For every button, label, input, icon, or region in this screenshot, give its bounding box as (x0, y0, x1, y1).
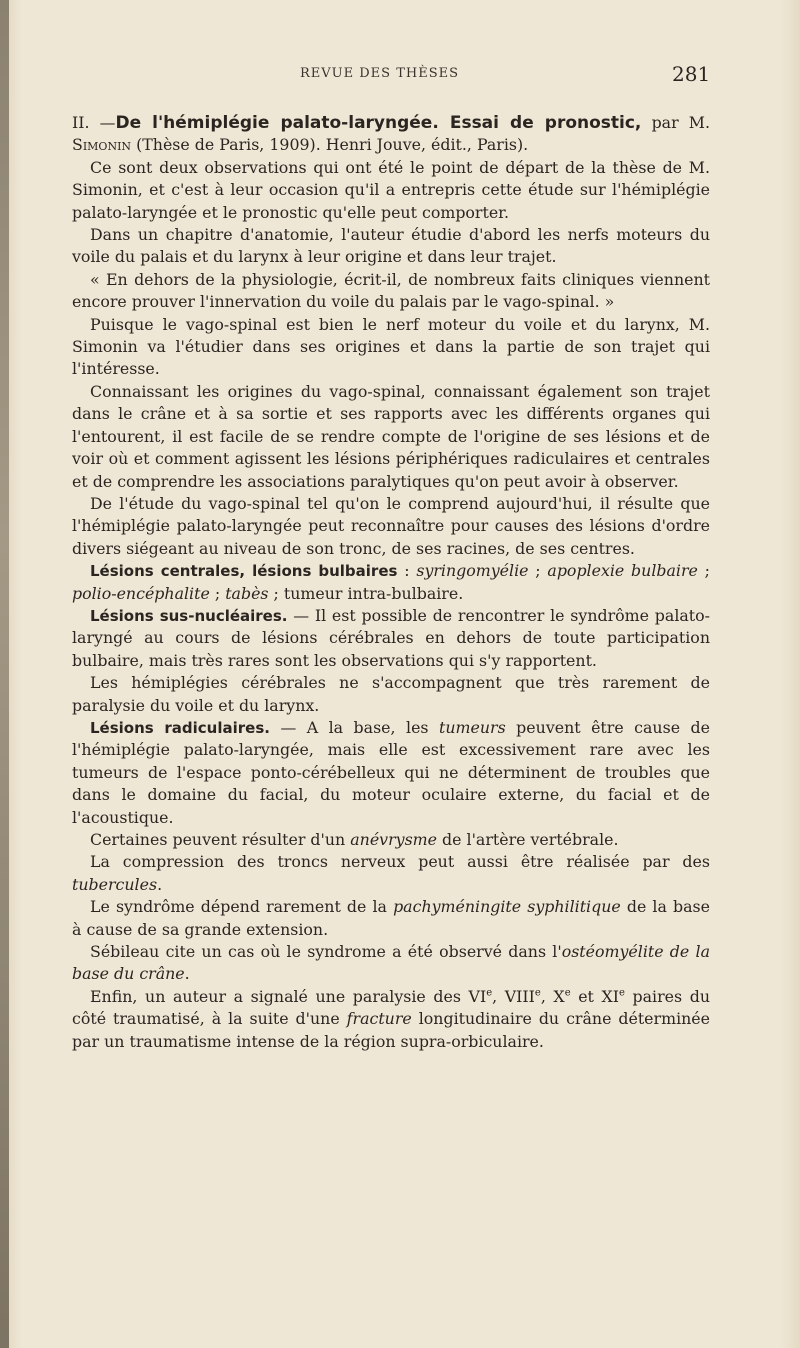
italic-term: tumeurs (439, 717, 506, 737)
text-run: — A la base, les (269, 717, 440, 737)
text-run: . (157, 874, 163, 894)
text-run: ; (528, 561, 548, 581)
text-run: paires du côté traumatisé, à la suite d'une (72, 986, 711, 1029)
italic-term: tabès (225, 583, 269, 603)
text-run: ; (209, 583, 226, 603)
text-run: ; (697, 561, 711, 581)
text-run: , VIII (492, 986, 535, 1006)
paragraph-13 (72, 896, 710, 941)
superscript: e (564, 987, 571, 999)
italic-term: tubercules (72, 874, 158, 894)
paragraph-9: Les hémiplégies cérébrales ne s'accompagnent que très rarement de paralysie du voile et du larynx. (72, 673, 710, 715)
text-run: Certaines peuvent résulter d'un (90, 830, 351, 849)
lead-central-lesions: Lésions centrales, lésions bulbaires (90, 562, 398, 581)
text-run: et XI (570, 986, 619, 1006)
paragraph-1: Ce sont deux observations qui ont été le point de départ de la thèse de M. Simonin, et c'est à leur occasion qu'il a entrepris cette étude sur l'hémiplégie palato-laryngée et le pronostic qu'elle peut comporter. (72, 157, 710, 222)
byline-suffix: (Thèse de Paris, 1909). Henri Jouve, édit., Paris). (136, 135, 529, 155)
superscript: e (619, 987, 625, 999)
text-run: Sébileau cite un cas où le syndrome a été observé dans l' (90, 942, 562, 962)
book-spine-edge (0, 0, 9, 1348)
superscript: e (534, 987, 541, 999)
italic-term: syringomyélie (416, 561, 529, 581)
paragraph-4: Puisque le vago-spinal est bien le nerf moteur du voile et du larynx, M. Simonin va l'étudier dans ses origines et dans la partie de son trajet qui l'intéresse. (72, 314, 710, 379)
paragraph-10 (72, 717, 710, 829)
article-heading (72, 112, 710, 157)
article-body (72, 112, 710, 1053)
italic-term: apoplexie bulbaire (547, 561, 698, 581)
text-run: ; tumeur intra-bulbaire. (268, 583, 464, 603)
paragraph-14 (72, 941, 710, 986)
text-run: , X (540, 986, 565, 1006)
text-run: : (397, 561, 417, 581)
paragraph-2: Dans un chapitre d'anatomie, l'auteur étudie d'abord les nerfs moteurs du voile du palais et du larynx à leur origine et dans leur trajet. (72, 225, 710, 267)
italic-term: fracture (346, 1009, 412, 1029)
byline-prefix: par M. (651, 113, 710, 132)
paragraph-6: De l'étude du vago-spinal tel qu'on le comprend aujourd'hui, il résulte que l'hémiplégie palato-laryngée peut reconnaître pour causes des lésions d'ordre divers siégeant au niveau de son tronc, de ses racines, de ses centres. (72, 493, 710, 558)
paragraph-8 (72, 605, 710, 672)
paragraph-11 (72, 829, 710, 851)
paragraph-3: « En dehors de la physiologie, écrit-il, de nombreux faits cliniques viennent encore prouver l'innervation du voile du palais par le vago-spinal. » (72, 269, 710, 312)
italic-term: ostéomyélite de la base du crâne (72, 942, 710, 984)
lead-supranuclear-lesions: Lésions sus-nucléaires. (90, 606, 288, 625)
text-run: longitudinaire du crâne déterminée par un traumatisme intense de la région supra-orbiculaire. (72, 1009, 710, 1051)
text-run: Le syndrôme dépend rarement de la (90, 897, 394, 917)
lead-radicular-lesions: Lésions radiculaires. (90, 718, 270, 737)
italic-term: pachyméningite syphilitique (393, 897, 621, 917)
italic-term: anévrysme (350, 830, 438, 849)
text-run: de l'artère vertébrale. (437, 830, 619, 849)
paragraph-15 (72, 986, 710, 1053)
paragraph-7 (72, 560, 710, 605)
paragraph-12 (72, 851, 710, 896)
running-head: REVUE DES THÈSES (300, 66, 459, 81)
text-run: Enfin, un auteur a signalé une paralysie des VI (90, 986, 487, 1006)
text-run: — Il est possible de rencontrer le syndrôme palato-laryngé au cours de lésions cérébrales en dehors de toute participation bulbaire, mais très rares sont les observations qui s'y rapportent. (72, 605, 710, 670)
text-run: . (184, 964, 190, 984)
text-run: de la base à cause de sa grande extension. (72, 897, 710, 939)
article-number: II. — (72, 113, 116, 132)
paragraph-5: Connaissant les origines du vago-spinal, connaissant également son trajet dans le crâne et à sa sortie et ses rapports avec les différents organes qui l'entourent, il est facile de se rendre compte de l'origine de ses lésions et de voir où et comment agissent les lésions périphériques radiculaires et centrales et de comprendre les associations paralytiques qu'on peut avoir à observer. (72, 381, 710, 491)
article-title: De l'hémiplégie palato-laryngée. Essai de pronostic, (115, 113, 642, 133)
page-number: 281 (672, 62, 711, 86)
author-name: Simonin (72, 135, 132, 155)
text-run: La compression des troncs nerveux peut aussi être réalisée par des (90, 852, 710, 872)
superscript: e (486, 987, 493, 999)
text-run: peuvent être cause de l'hémiplégie palato-laryngée, mais elle est excessivement rare avec les tumeurs de l'espace ponto-cérébelleux qui ne déterminent de troubles que dans le domaine du facial, du moteur oculaire externe, du facial et de l'acoustique. (72, 717, 710, 827)
italic-term: polio-encéphalite (72, 583, 210, 603)
